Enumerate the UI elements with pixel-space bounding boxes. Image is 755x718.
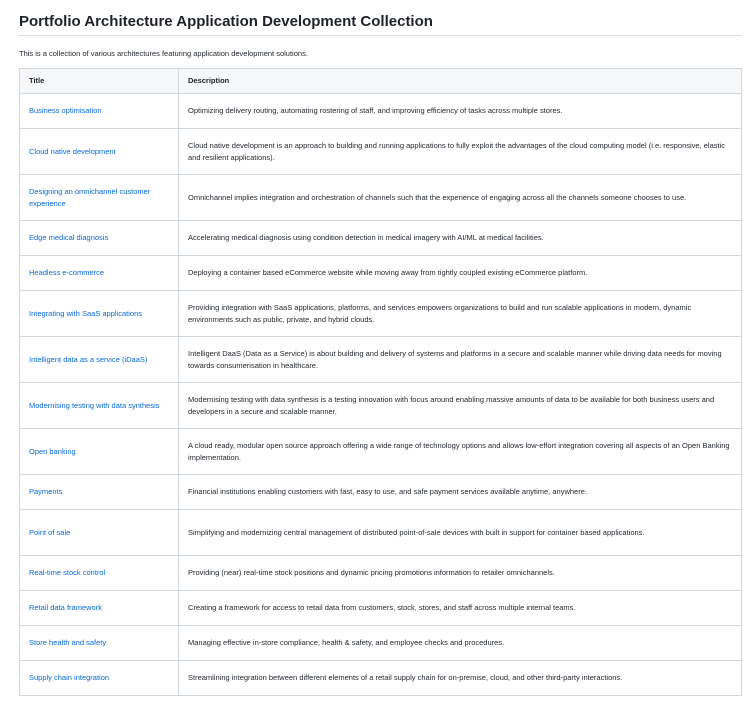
description-cell: Financial institutions enabling customers with fast, easy to use, and safe payment services available anytime, anywhere. [179, 475, 742, 510]
architecture-link[interactable]: Store health and safety [29, 638, 107, 648]
table-row [20, 556, 742, 591]
table-row [20, 291, 742, 337]
architecture-link[interactable]: Modernising testing with data synthesis [29, 400, 160, 410]
description-cell: Cloud native development is an approach to building and running applications to fully exploit the advantages of the cloud computing model (i.e. responsive, elastic and resilient applications). [179, 129, 742, 175]
description-cell: Providing integration with SaaS applications, platforms, and services empowers organizations to build and run scalable applications in modern, dynamic environments such as public, private, and hybrid clouds. [179, 291, 742, 337]
description-cell: Providing (near) real-time stock positions and dynamic pricing promotions information to retailer omnichannels. [179, 556, 742, 591]
description-cell: Omnichannel implies integration and orchestration of channels such that the experience of engaging across all the channels someone chooses to use. [179, 175, 742, 221]
architecture-link[interactable]: Headless e-commerce [29, 268, 105, 278]
intro-text: This is a collection of various architectures featuring application development solutions. [19, 49, 308, 58]
title-cell [20, 591, 179, 626]
table-row [20, 591, 742, 626]
title-cell [20, 291, 179, 337]
table-row [20, 626, 742, 661]
table-row [20, 256, 742, 291]
table-row [20, 383, 742, 429]
title-cell [20, 429, 179, 475]
table-row [20, 94, 742, 129]
architecture-link[interactable]: Integrating with SaaS applications [29, 308, 142, 318]
architecture-link[interactable]: Payments [29, 487, 63, 497]
table-row [20, 429, 742, 475]
description-cell: Streamlining integration between different elements of a retail supply chain for on-premise, cloud, and other third-party interactions. [179, 661, 742, 696]
title-cell [20, 94, 179, 129]
architecture-link[interactable]: Business optimisation [29, 106, 102, 116]
description-cell: A cloud ready, modular open source approach offering a wide range of technology options and allows low-effort integration covering all aspects of an Open Banking implementation. [179, 429, 742, 475]
architecture-link[interactable]: Point of sale [29, 527, 71, 537]
table-row [20, 661, 742, 696]
description-cell: Simplifying and modernizing central management of distributed point-of-sale devices with built in support for container based applications. [179, 510, 742, 556]
table-body [20, 94, 742, 696]
description-cell: Managing effective in-store compliance, health & safety, and employee checks and procedures. [179, 626, 742, 661]
title-cell [20, 221, 179, 256]
architecture-link[interactable]: Edge medical diagnosis [29, 233, 109, 243]
table-row [20, 475, 742, 510]
title-cell [20, 129, 179, 175]
description-cell: Optimizing delivery routing, automating rostering of staff, and improving efficiency of tasks across multiple stores. [179, 94, 742, 129]
page-title: Portfolio Architecture Application Development Collection [19, 11, 741, 36]
header-row [20, 69, 742, 94]
description-cell: Intelligent DaaS (Data as a Service) is about building and delivery of systems and platforms in a secure and scalable manner while driving data needs for moving towards consumerisation in healthcare. [179, 337, 742, 383]
description-cell: Accelerating medical diagnosis using condition detection in medical imagery with AI/ML at medical facilities. [179, 221, 742, 256]
title-cell [20, 556, 179, 591]
title-cell [20, 256, 179, 291]
table-header [20, 69, 742, 94]
description-cell: Modernising testing with data synthesis is a testing innovation with focus around enabling massive amounts of data to be available for both business users and developers in a secure and scalable manner. [179, 383, 742, 429]
title-cell [20, 661, 179, 696]
column-header-title[interactable]: Title [20, 69, 179, 94]
architecture-link[interactable]: Open banking [29, 446, 76, 456]
title-cell [20, 475, 179, 510]
title-cell [20, 175, 179, 221]
architecture-link[interactable]: Intelligent data as a service (iDaaS) [29, 354, 148, 364]
table-row [20, 510, 742, 556]
architecture-link[interactable]: Designing an omnichannel customer experience [29, 187, 151, 208]
title-cell [20, 510, 179, 556]
architectures-table [19, 68, 742, 696]
description-cell: Deploying a container based eCommerce website while moving away from tightly coupled existing eCommerce platform. [179, 256, 742, 291]
architecture-link[interactable]: Real-time stock control [29, 568, 106, 578]
table-row [20, 175, 742, 221]
table-row [20, 129, 742, 175]
table-row [20, 337, 742, 383]
title-cell [20, 383, 179, 429]
architecture-link[interactable]: Supply chain integration [29, 673, 110, 683]
table-row [20, 221, 742, 256]
architecture-link[interactable]: Cloud native development [29, 146, 116, 156]
column-header-description[interactable]: Description [179, 69, 742, 94]
architecture-link[interactable]: Retail data framework [29, 603, 102, 613]
description-cell: Creating a framework for access to retail data from customers, stock, stores, and staff across multiple internal teams. [179, 591, 742, 626]
title-cell [20, 626, 179, 661]
title-cell [20, 337, 179, 383]
